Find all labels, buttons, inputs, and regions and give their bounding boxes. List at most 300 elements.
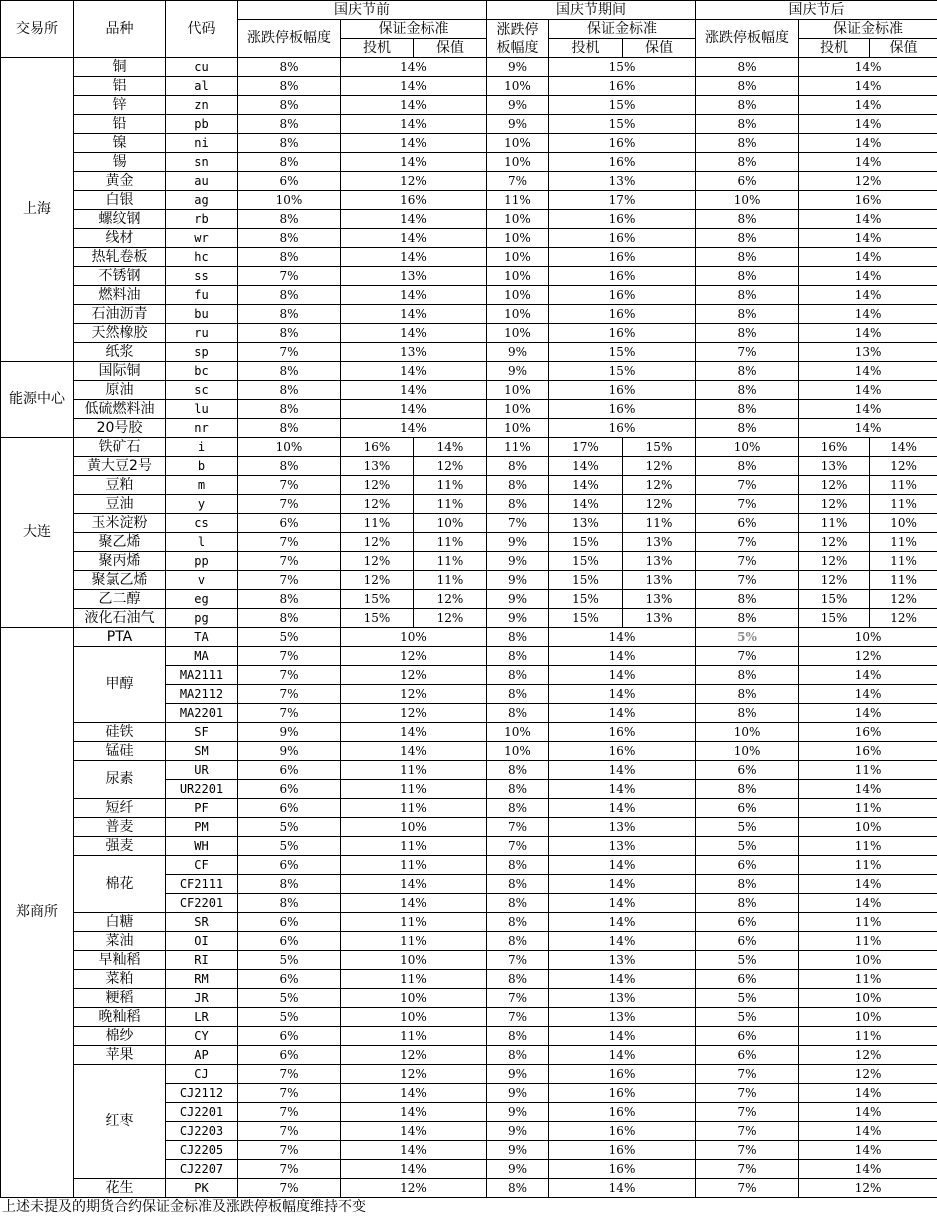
- variety-cell: 燃料油: [74, 286, 166, 305]
- variety-cell: 白银: [74, 191, 166, 210]
- value-cell: 12%: [623, 476, 696, 495]
- value-cell: 13%: [799, 457, 870, 476]
- variety-cell: 短纤: [74, 799, 166, 818]
- margin-cell: 14%: [549, 932, 696, 951]
- variety-cell: 花生: [74, 1179, 166, 1198]
- value-cell: 11%: [414, 533, 487, 552]
- header-variety: 品种: [74, 1, 166, 58]
- margin-cell: 15%: [549, 362, 696, 381]
- margin-cell: 12%: [799, 172, 937, 191]
- limit-cell: 6%: [696, 1046, 799, 1065]
- code-cell: m: [166, 476, 238, 495]
- value-cell: 11%: [341, 514, 414, 533]
- value-cell: 7%: [696, 552, 799, 571]
- code-cell: ni: [166, 134, 238, 153]
- code-cell: PK: [166, 1179, 238, 1198]
- limit-cell: 7%: [238, 647, 341, 666]
- limit-cell: 8%: [696, 381, 799, 400]
- limit-cell: 8%: [487, 970, 549, 989]
- header-limit-after: 涨跌停板幅度: [696, 20, 799, 58]
- value-cell: 11%: [414, 571, 487, 590]
- code-cell: PF: [166, 799, 238, 818]
- table-row: [1, 457, 937, 476]
- limit-cell: 7%: [238, 1122, 341, 1141]
- limit-cell: 8%: [696, 134, 799, 153]
- limit-cell: 10%: [487, 229, 549, 248]
- limit-cell: 10%: [487, 400, 549, 419]
- value-cell: 14%: [549, 495, 623, 514]
- variety-cell: 聚乙烯: [74, 533, 166, 552]
- limit-cell: 8%: [238, 324, 341, 343]
- margin-cell: 10%: [799, 951, 937, 970]
- code-cell: UR: [166, 761, 238, 780]
- limit-cell: 7%: [238, 666, 341, 685]
- value-cell: 8%: [238, 590, 341, 609]
- margin-cell: 14%: [549, 1179, 696, 1198]
- margin-cell: 16%: [549, 229, 696, 248]
- margin-cell: 11%: [341, 970, 487, 989]
- value-cell: 7%: [238, 533, 341, 552]
- variety-cell: 尿素: [74, 761, 166, 799]
- limit-cell: 5%: [238, 951, 341, 970]
- margin-cell: 14%: [549, 970, 696, 989]
- variety-cell: 石油沥青: [74, 305, 166, 324]
- limit-cell: 8%: [487, 799, 549, 818]
- limit-cell: 8%: [238, 229, 341, 248]
- header-period-after: 国庆节后: [696, 1, 937, 20]
- limit-cell: 10%: [487, 324, 549, 343]
- table-row: [1, 305, 937, 324]
- limit-cell: 7%: [696, 1179, 799, 1198]
- value-cell: 11%: [414, 552, 487, 571]
- value-cell: 15%: [549, 552, 623, 571]
- limit-cell: 6%: [238, 932, 341, 951]
- limit-cell: 6%: [238, 172, 341, 191]
- limit-cell: 7%: [238, 1141, 341, 1160]
- margin-cell: 16%: [549, 1141, 696, 1160]
- value-cell: 12%: [799, 476, 870, 495]
- variety-cell: 液化石油气: [74, 609, 166, 628]
- table-row: [1, 267, 937, 286]
- margin-cell: 14%: [799, 1084, 937, 1103]
- limit-cell: 8%: [238, 77, 341, 96]
- margin-cell: 11%: [799, 799, 937, 818]
- header-hedge-after: 保值: [870, 39, 937, 58]
- margin-cell: 14%: [799, 1122, 937, 1141]
- margin-cell: 14%: [341, 324, 487, 343]
- limit-cell: 8%: [238, 248, 341, 267]
- value-cell: 9%: [487, 571, 549, 590]
- limit-cell: 7%: [696, 1160, 799, 1179]
- limit-cell: 8%: [487, 666, 549, 685]
- value-cell: 12%: [341, 476, 414, 495]
- value-cell: 11%: [414, 495, 487, 514]
- limit-cell: 8%: [696, 780, 799, 799]
- margin-cell: 14%: [799, 267, 937, 286]
- margin-cell: 15%: [549, 115, 696, 134]
- value-cell: 15%: [799, 590, 870, 609]
- value-cell: 15%: [549, 609, 623, 628]
- limit-cell: 7%: [696, 1103, 799, 1122]
- header-hedge-during: 保值: [623, 39, 696, 58]
- limit-cell: 5%: [238, 989, 341, 1008]
- margin-cell: 16%: [549, 134, 696, 153]
- header-code: 代码: [166, 1, 238, 58]
- limit-cell: 7%: [487, 837, 549, 856]
- value-cell: 12%: [870, 457, 937, 476]
- value-cell: 11%: [414, 476, 487, 495]
- margin-cell: 14%: [341, 381, 487, 400]
- limit-cell: 6%: [238, 970, 341, 989]
- limit-cell: 8%: [696, 685, 799, 704]
- value-cell: 15%: [799, 609, 870, 628]
- margin-cell: 14%: [341, 96, 487, 115]
- margin-cell: 11%: [341, 780, 487, 799]
- value-cell: 11%: [870, 476, 937, 495]
- variety-cell: 线材: [74, 229, 166, 248]
- margin-cell: 14%: [549, 647, 696, 666]
- table-row: [1, 1046, 937, 1065]
- variety-cell: 棉花: [74, 856, 166, 913]
- margin-cell: 16%: [549, 324, 696, 343]
- table-row: [1, 476, 937, 495]
- value-cell: 9%: [487, 590, 549, 609]
- value-cell: 7%: [238, 571, 341, 590]
- limit-cell: 8%: [696, 115, 799, 134]
- limit-cell: 8%: [238, 153, 341, 172]
- margin-cell: 14%: [799, 115, 937, 134]
- margin-cell: 12%: [341, 172, 487, 191]
- code-cell: CF2201: [166, 894, 238, 913]
- limit-cell: 8%: [696, 419, 799, 438]
- limit-cell: 8%: [696, 400, 799, 419]
- table-row: [1, 1027, 937, 1046]
- variety-cell: 纸浆: [74, 343, 166, 362]
- limit-cell: 10%: [487, 419, 549, 438]
- limit-cell: 8%: [238, 96, 341, 115]
- variety-cell: 黄金: [74, 172, 166, 191]
- margin-cell: 12%: [341, 1046, 487, 1065]
- limit-cell: 8%: [696, 875, 799, 894]
- margin-cell: 14%: [341, 894, 487, 913]
- variety-cell: 菜粕: [74, 970, 166, 989]
- value-cell: 9%: [487, 609, 549, 628]
- value-cell: 13%: [341, 457, 414, 476]
- table-row: [1, 989, 937, 1008]
- margin-cell: 16%: [549, 419, 696, 438]
- value-cell: 14%: [549, 476, 623, 495]
- margin-cell: 14%: [799, 362, 937, 381]
- code-cell: fu: [166, 286, 238, 305]
- code-cell: SF: [166, 723, 238, 742]
- limit-cell: 6%: [238, 913, 341, 932]
- code-cell: WH: [166, 837, 238, 856]
- margin-cell: 11%: [799, 1027, 937, 1046]
- variety-cell: 黄大豆2号: [74, 457, 166, 476]
- margin-cell: 14%: [549, 913, 696, 932]
- variety-cell: 原油: [74, 381, 166, 400]
- value-cell: 9%: [487, 533, 549, 552]
- limit-cell: 8%: [238, 210, 341, 229]
- limit-cell: 8%: [696, 58, 799, 77]
- table-row: [1, 495, 937, 514]
- margin-cell: 14%: [799, 58, 937, 77]
- margin-cell: 11%: [341, 799, 487, 818]
- value-cell: 10%: [414, 514, 487, 533]
- limit-cell: 9%: [487, 96, 549, 115]
- margin-cell: 14%: [549, 894, 696, 913]
- margin-cell: 14%: [341, 305, 487, 324]
- value-cell: 12%: [341, 495, 414, 514]
- table-row: [1, 1179, 937, 1198]
- code-cell: wr: [166, 229, 238, 248]
- limit-cell: 8%: [696, 704, 799, 723]
- margin-cell: 14%: [799, 248, 937, 267]
- variety-cell: 硅铁: [74, 723, 166, 742]
- margin-cell: 14%: [549, 875, 696, 894]
- limit-cell: 8%: [238, 400, 341, 419]
- code-cell: pp: [166, 552, 238, 571]
- limit-cell: 8%: [238, 381, 341, 400]
- variety-cell: 镍: [74, 134, 166, 153]
- limit-cell: 7%: [238, 1103, 341, 1122]
- margin-cell: 14%: [341, 286, 487, 305]
- margin-cell: 14%: [341, 362, 487, 381]
- value-cell: 12%: [414, 609, 487, 628]
- table-row: [1, 723, 937, 742]
- limit-cell: 9%: [487, 362, 549, 381]
- margin-cell: 14%: [799, 210, 937, 229]
- margin-cell: 13%: [341, 343, 487, 362]
- value-cell: 15%: [341, 590, 414, 609]
- margin-cell: 16%: [799, 723, 937, 742]
- table-row: [1, 761, 937, 780]
- code-cell: cs: [166, 514, 238, 533]
- margin-cell: 14%: [341, 1084, 487, 1103]
- variety-cell: 锡: [74, 153, 166, 172]
- limit-cell: 9%: [487, 1084, 549, 1103]
- value-cell: 14%: [549, 457, 623, 476]
- value-cell: 10%: [238, 438, 341, 457]
- value-cell: 11%: [870, 533, 937, 552]
- value-cell: 15%: [549, 571, 623, 590]
- margin-cell: 13%: [549, 172, 696, 191]
- value-cell: 14%: [414, 438, 487, 457]
- margin-cell: 14%: [799, 419, 937, 438]
- value-cell: 8%: [696, 590, 799, 609]
- header-limit-during-line1: 涨跌停: [496, 21, 539, 38]
- margin-cell: 11%: [341, 932, 487, 951]
- variety-cell: 玉米淀粉: [74, 514, 166, 533]
- limit-cell: 6%: [696, 970, 799, 989]
- code-cell: TA: [166, 628, 238, 647]
- value-cell: 12%: [414, 457, 487, 476]
- variety-cell: 粳稻: [74, 989, 166, 1008]
- margin-cell: 14%: [799, 875, 937, 894]
- variety-cell: 普麦: [74, 818, 166, 837]
- limit-cell: 6%: [238, 1046, 341, 1065]
- variety-cell: 铜: [74, 58, 166, 77]
- margin-cell: 11%: [799, 856, 937, 875]
- limit-cell: 8%: [696, 362, 799, 381]
- value-cell: 12%: [341, 552, 414, 571]
- value-cell: 12%: [799, 533, 870, 552]
- limit-cell: 5%: [696, 989, 799, 1008]
- value-cell: 16%: [341, 438, 414, 457]
- margin-cell: 14%: [341, 723, 487, 742]
- code-cell: eg: [166, 590, 238, 609]
- margin-cell: 14%: [341, 1141, 487, 1160]
- margin-cell: 14%: [341, 77, 487, 96]
- limit-cell: 7%: [696, 343, 799, 362]
- header-margin-after: 保证金标准: [799, 20, 937, 39]
- header-spec-after: 投机: [799, 39, 870, 58]
- header-period-during: 国庆节期间: [487, 1, 696, 20]
- margin-cell: 16%: [799, 742, 937, 761]
- value-cell: 11%: [799, 514, 870, 533]
- margin-cell: 15%: [549, 343, 696, 362]
- limit-cell: 10%: [696, 191, 799, 210]
- table-row: [1, 229, 937, 248]
- margin-cell: 16%: [549, 77, 696, 96]
- limit-cell: 8%: [696, 324, 799, 343]
- limit-cell: 6%: [696, 856, 799, 875]
- limit-cell: 8%: [487, 685, 549, 704]
- margin-cell: 16%: [549, 1084, 696, 1103]
- limit-cell: 8%: [487, 647, 549, 666]
- limit-cell: 10%: [487, 134, 549, 153]
- code-cell: i: [166, 438, 238, 457]
- variety-cell: PTA: [74, 628, 166, 647]
- value-cell: 7%: [238, 552, 341, 571]
- exchange-cell: 上海: [1, 58, 74, 362]
- limit-cell: 10%: [487, 248, 549, 267]
- value-cell: 13%: [623, 552, 696, 571]
- value-cell: 8%: [487, 476, 549, 495]
- value-cell: 12%: [870, 609, 937, 628]
- limit-cell: 5%: [238, 628, 341, 647]
- limit-cell: 10%: [487, 723, 549, 742]
- table-row: [1, 1065, 937, 1084]
- limit-cell: 8%: [238, 419, 341, 438]
- table-row: [1, 856, 937, 875]
- limit-cell: 7%: [238, 685, 341, 704]
- margin-cell: 11%: [799, 932, 937, 951]
- margin-cell: 16%: [549, 153, 696, 172]
- value-cell: 8%: [696, 609, 799, 628]
- limit-cell: 7%: [238, 1084, 341, 1103]
- limit-cell: 6%: [696, 761, 799, 780]
- header-limit-before: 涨跌停板幅度: [238, 20, 341, 58]
- limit-cell: 8%: [238, 305, 341, 324]
- margin-cell: 15%: [549, 96, 696, 115]
- value-cell: 7%: [696, 533, 799, 552]
- variety-cell: 聚丙烯: [74, 552, 166, 571]
- limit-cell: 6%: [238, 856, 341, 875]
- limit-cell: 8%: [696, 210, 799, 229]
- margin-cell: 15%: [549, 58, 696, 77]
- margin-cell: 10%: [799, 628, 937, 647]
- header-exchange: 交易所: [1, 1, 74, 58]
- margin-cell: 12%: [799, 1065, 937, 1084]
- margin-cell: 14%: [799, 704, 937, 723]
- limit-cell: 8%: [238, 875, 341, 894]
- margin-cell: 14%: [341, 400, 487, 419]
- limit-cell: 8%: [238, 286, 341, 305]
- value-cell: 15%: [549, 533, 623, 552]
- table-row: [1, 400, 937, 419]
- margin-cell: 12%: [341, 685, 487, 704]
- margin-cell: 14%: [341, 1103, 487, 1122]
- variety-cell: 甲醇: [74, 647, 166, 723]
- margin-cell: 11%: [799, 913, 937, 932]
- code-cell: MA2112: [166, 685, 238, 704]
- limit-cell: 10%: [487, 267, 549, 286]
- margin-cell: 13%: [549, 989, 696, 1008]
- table-row: [1, 628, 937, 647]
- footer-note: 上述未提及的期货合约保证金标准及涨跌停板幅度维持不变: [2, 1199, 366, 1215]
- code-cell: RI: [166, 951, 238, 970]
- margin-cell: 16%: [549, 1122, 696, 1141]
- code-cell: hc: [166, 248, 238, 267]
- limit-cell: 10%: [487, 153, 549, 172]
- table-row: [1, 248, 937, 267]
- variety-cell: 菜油: [74, 932, 166, 951]
- exchange-cell: 大连: [1, 438, 74, 628]
- limit-cell: 8%: [696, 894, 799, 913]
- limit-cell: 8%: [238, 894, 341, 913]
- value-cell: 17%: [549, 438, 623, 457]
- table-row: [1, 818, 937, 837]
- margin-cell: 14%: [799, 286, 937, 305]
- margin-cell: 14%: [799, 1160, 937, 1179]
- table-row: [1, 951, 937, 970]
- table-row: [1, 609, 937, 628]
- code-cell: SR: [166, 913, 238, 932]
- margin-cell: 13%: [341, 267, 487, 286]
- limit-cell: 8%: [696, 305, 799, 324]
- margin-cell: 13%: [799, 343, 937, 362]
- margin-cell: 11%: [341, 913, 487, 932]
- value-cell: 13%: [623, 609, 696, 628]
- limit-cell: 6%: [238, 1027, 341, 1046]
- value-cell: 7%: [696, 476, 799, 495]
- margin-cell: 10%: [799, 818, 937, 837]
- margin-cell: 14%: [549, 780, 696, 799]
- limit-cell: 9%: [238, 742, 341, 761]
- margin-cell: 16%: [549, 210, 696, 229]
- margin-cell: 14%: [799, 134, 937, 153]
- value-cell: 11%: [623, 514, 696, 533]
- table-row: [1, 837, 937, 856]
- value-cell: 11%: [487, 438, 549, 457]
- table-row: [1, 134, 937, 153]
- margin-cell: 12%: [799, 647, 937, 666]
- margin-cell: 11%: [341, 761, 487, 780]
- header-hedge-before: 保值: [414, 39, 487, 58]
- value-cell: 15%: [623, 438, 696, 457]
- margin-cell: 16%: [549, 381, 696, 400]
- table-row: [1, 381, 937, 400]
- value-cell: 12%: [799, 552, 870, 571]
- table-row: [1, 419, 937, 438]
- code-cell: bu: [166, 305, 238, 324]
- margin-cell: 14%: [549, 799, 696, 818]
- limit-cell: 8%: [696, 229, 799, 248]
- code-cell: UR2201: [166, 780, 238, 799]
- variety-cell: 铁矿石: [74, 438, 166, 457]
- margin-cell: 14%: [341, 153, 487, 172]
